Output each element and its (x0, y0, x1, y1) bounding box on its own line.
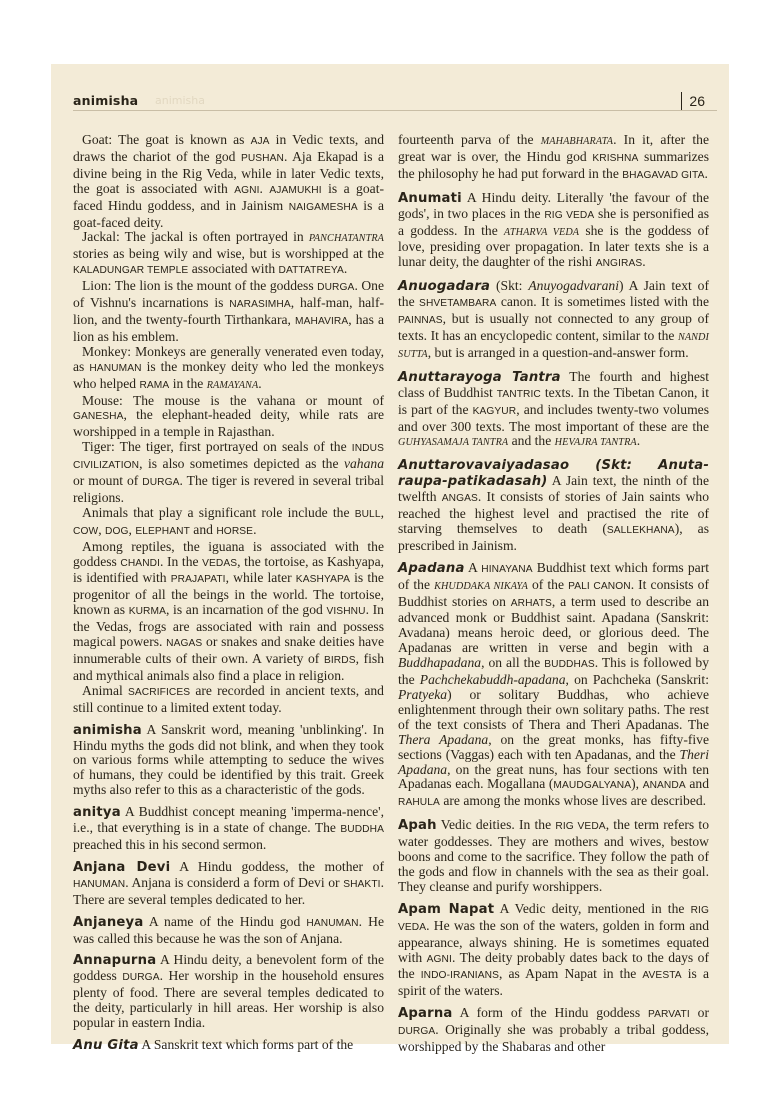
entry-anuttarayoga-tantra: Anuttarayoga Tantra The fourth and highest class of Buddhist TANTRIC texts. In the Tibetan Canon, it is part of the KAGYUR, and includes twenty-two volumes and over 300 texts. The most important of these are the GUHYASAMAJA TANTRA and the HEVAJRA TANTRA. (398, 368, 709, 449)
book-page (51, 64, 729, 1055)
headword: Anuogadara (398, 279, 491, 295)
mouse-paragraph: Mouse: The mouse is the vahana or mount of GANESHA, the elephant-headed deity, while rats are worshipped in a temple in Rajasthan. (73, 392, 384, 440)
headword: Anjaneya (73, 914, 144, 930)
right-column (398, 132, 710, 1055)
headword: Anjana Devi (73, 859, 171, 875)
sacrifices-paragraph: Animal SACRIFICES are recorded in ancient texts, and still continue to a limited extent today. (73, 682, 384, 715)
headword: Apadana (398, 560, 465, 576)
running-head-word: animisha (73, 93, 139, 108)
left-column (73, 132, 384, 1053)
headword: Anu Gita (73, 1037, 139, 1053)
header-rule (73, 110, 717, 111)
headword: animisha (73, 722, 142, 738)
headword: Anumati (398, 190, 462, 206)
headword: Annapurna (73, 953, 157, 969)
jackal-paragraph: Jackal: The jackal is often portrayed in PANCHATANTRA stories as being wily and wise, but is worshipped at the KALADUNGAR TEMPLE associated with DATTATREYA. (73, 229, 384, 277)
entry-anuttarovavaiyadasao: Anuttarovavaiyadasao (Skt: Anuta-raupa-patikadasah) A Jain text, the ninth of the twelfth ANGAS. It consists of stories of Jain saints who reached the highest level and practised the rite of starving themselves to death (SALLEKHANA), as prescribed in Jainism. (398, 458, 709, 553)
headword: Anuttarovavaiyadasao (Skt: Anuta-raupa-patikadasah) (398, 458, 709, 490)
monkey-paragraph: Monkey: Monkeys are generally venerated even today, as HANUMAN is the monkey deity who led the monkeys who helped RAMA in the RAMAYANA. (73, 343, 384, 391)
entry-anjana-devi: Anjana Devi A Hindu goddess, the mother of HANUMAN. Anjana is considerd a form of Devi or SHAKTI. There are several temples dedicated to her. (73, 858, 384, 907)
page-number: 26 (681, 92, 705, 110)
tiger-paragraph: Tiger: The tiger, first portrayed on seals of the INDUS CIVILIZATION, is also sometimes depicted as the vahana or mount of DURGA. The tiger is revered in several tribal religions. (73, 439, 384, 505)
entry-anuogadara: Anuogadara (Skt: Anuyogadvarani) A Jain text of the SHVETAMBARA canon. It is sometimes listed with the PAINNAS, but is usually not connected to any group of texts. It has an encyclopedic content, similar to the NANDI SUTTA, but is arranged in a question-and-answer form. (398, 278, 710, 360)
entry-anjaneya: Anjaneya A name of the Hindu god HANUMAN. He was called this because he was the son of Anjana. (73, 913, 384, 946)
entry-annapurna: Annapurna A Hindu deity, a benevolent form of the goddess DURGA. Her worship in the household ensures plenty of food. There are several temples dedicated to the deity, particularly in hill areas. Her worship is also popular in eastern India. (73, 952, 384, 1031)
running-head-ghost-text: animisha (155, 94, 205, 107)
reptiles-paragraph: Among reptiles, the iguana is associated with the goddess CHANDI. In the VEDAS, the tortoise, as Kashyapa, is identified with PRAJAPATI, while later KASHYAPA is the progenitor of all the beings in the world. The tortoise, known as KURMA, is an incarnation of the god VISHNU. In the Vedas, frogs are associated with rain and possess magical powers. NAGAS or snakes and snake deities have innumerable cults of their own. A variety of BIRDS, fish and mythical animals also find a place in religion. (73, 538, 384, 683)
entry-animisha: animisha A Sanskrit word, meaning 'unblinking'. In Hindu myths the gods did not blink, and when they took on various forms while attempting to seduce the wives of humans, they could be identified by this trait. Greek myths also refer to this as a characteristic of the gods. (73, 721, 384, 798)
running-head (73, 91, 717, 109)
headword: Apam Napat (398, 901, 495, 917)
animals-role-paragraph: Animals that play a significant role include the BULL, COW, DOG, ELEPHANT and HORSE. (73, 504, 384, 537)
entry-anu-gita-continued: fourteenth parva of the MAHABHARATA. In it, after the great war is over, the Hindu god KRISHNA summarizes the philosophy he had put forward in the BHAGAVAD GITA. (398, 132, 709, 181)
headword: Aparna (398, 1006, 453, 1022)
goat-paragraph: Goat: The goat is known as AJA in Vedic texts, and draws the chariot of the god PUSHAN. Aja Ekapad is a divine being in the Rig Veda, while in later Vedic texts, the goat is associated with AGNI. AJAMUKHI is a goat-faced Hindu goddess, and in Jainism NAIGAMESHA is a goat-faced deity. (73, 132, 384, 230)
entry-anu-gita: Anu Gita A Sanskrit text which forms part of the (73, 1036, 354, 1053)
entry-aparna: Aparna A form of the Hindu goddess PARVATI or DURGA. Originally she was probably a tribal goddess, worshipped by the Shabaras and other (398, 1005, 709, 1055)
entry-apam-napat: Apam Napat A Vedic deity, mentioned in the RIG VEDA. He was the son of the waters, golden in form and appearance, always shining. He is sometimes equated with AGNI. The deity probably dates back to the days of the INDO-IRANIANS, as Apam Napat in the AVESTA is a spirit of the waters. (398, 900, 709, 999)
entry-apah: Apah Vedic deities. In the RIG VEDA, the term refers to water goddesses. They are mothers and wives, bestow boons and come to the sacrifice. They follow the path of the gods and flow in channels with the sea as their goal. They cleanse and purify worshippers. (398, 817, 710, 894)
entry-apadana: Apadana A HINAYANA Buddhist text which forms part of the KHUDDAKA NIKAYA of the PALI CANON. It consists of Buddhist stories on ARHATS, a term used to describe an advanced monk or Buddhist saint. Apadana (Sanskrit: Avadana) means heroic deed, or glorious deed. The Apadanas are written in verse and begin with a Buddhapadana, on all the BUDDHAS. This is followed by the Pachchekabuddh-apadana, on Pachcheka (Sanskrit: Pratyeka) or solitary Buddhas, who achieve enlightenment through their own solitary paths. The rest of the text consists of Thera and Theri Apadanas. The Thera Apadana, on the great monks, has fifty-five sections (Vaggas) each with ten Apadanas, and the Theri Apadana, on the great nuns, has four sections with ten Apadanas each. Mogallana (MAUDGALYANA), ANANDA and RAHULA are among the monks whose lives are described. (398, 559, 709, 809)
headword: Anuttarayoga Tantra (398, 369, 561, 385)
entry-anitya: anitya A Buddhist concept meaning 'imperma-nence', i.e., that everything is in a state of change. The BUDDHA preached this in his second sermon. (73, 804, 384, 852)
entry-anumati: Anumati A Hindu deity. Literally 'the favour of the gods', in two places in the RIG VEDA she is personified as a goddess. In the ATHARVA VEDA she is the goddess of love, presiding over propagation. In later texts she is a lunar deity, the daughter of the rishi ANGIRAS. (398, 189, 710, 270)
headword: Apah (398, 818, 437, 834)
lion-paragraph: Lion: The lion is the mount of the goddess DURGA. One of Vishnu's incarnations is NARASIMHA, half-man, half-lion, and the twenty-fourth Tirthankara, MAHAVIRA, has a lion as his emblem. (73, 278, 384, 344)
headword: anitya (73, 805, 121, 821)
